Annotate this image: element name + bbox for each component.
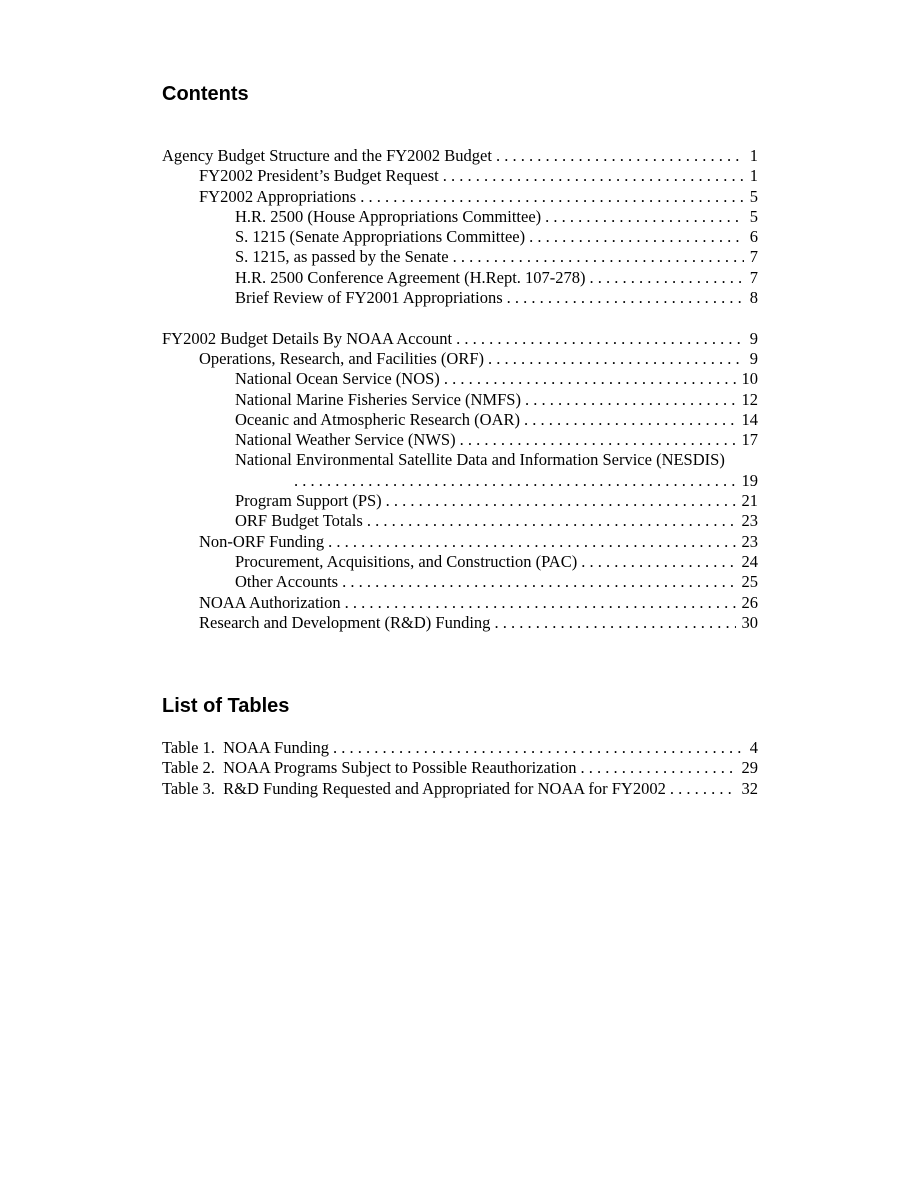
toc-entry-page: 24: [741, 551, 758, 571]
toc-entry-orf[interactable]: [162, 349, 758, 369]
toc-entry-page: 5: [749, 206, 758, 226]
dot-leader: [386, 491, 736, 511]
toc-entry-orf-budget-totals[interactable]: [162, 511, 758, 531]
toc-entry-page: 6: [749, 227, 758, 247]
table-entry-page: 4: [749, 738, 758, 757]
toc-entry-nesdis[interactable]: [162, 450, 758, 470]
toc-entry-title: National Environmental Satellite Data and Information Service (NESDIS): [235, 450, 725, 470]
dot-leader: [488, 349, 744, 369]
toc-entry-budget-details[interactable]: [162, 329, 758, 349]
dot-leader: [453, 247, 744, 267]
toc-entry-fy2002-appropriations[interactable]: [162, 187, 758, 207]
dot-leader: [460, 430, 736, 450]
toc-entry-title: National Weather Service (NWS): [235, 430, 456, 450]
toc-entry-title: Research and Development (R&D) Funding: [199, 612, 491, 632]
toc-entry-page: 7: [749, 267, 758, 287]
toc-entry-page: 25: [741, 572, 758, 592]
toc-entry-nesdis-page-line[interactable]: [162, 471, 758, 491]
toc-entry-presidents-budget-request[interactable]: [162, 166, 758, 186]
toc-entry-page: 1: [749, 166, 758, 186]
dot-leader: [670, 779, 736, 799]
toc-entry-page: 14: [741, 409, 758, 429]
toc-entry-title: ORF Budget Totals: [235, 511, 363, 531]
toc-entry-page: 19: [741, 470, 758, 490]
dot-leader: [496, 146, 744, 166]
toc-entry-nos[interactable]: [162, 369, 758, 389]
toc-entry-title: Program Support (PS): [235, 491, 382, 511]
table-entry-1[interactable]: [162, 738, 758, 758]
table-entry-3[interactable]: [162, 779, 758, 799]
dot-leader: [507, 288, 744, 308]
dot-leader: [494, 613, 735, 633]
toc-entry-page: 9: [749, 328, 758, 348]
toc-entry-page: 17: [741, 430, 758, 450]
toc-entry-program-support[interactable]: [162, 491, 758, 511]
toc-entry-title: Brief Review of FY2001 Appropriations: [235, 288, 503, 308]
table-entry-title: Table 2. NOAA Programs Subject to Possible Reauthorization: [162, 758, 577, 778]
toc-entry-title: Operations, Research, and Facilities (ORF): [199, 348, 485, 368]
toc-entry-non-orf-funding[interactable]: [162, 532, 758, 552]
dot-leader: [333, 738, 744, 758]
toc-entry-rd-funding[interactable]: [162, 613, 758, 633]
toc-entry-title: Non-ORF Funding: [199, 531, 325, 551]
toc-entry-page: 7: [749, 247, 758, 267]
table-entry-page: 32: [741, 778, 758, 798]
toc-entry-title: H.R. 2500 (House Appropriations Committee): [235, 206, 542, 226]
toc-entry-page: 8: [749, 288, 758, 308]
toc-entry-s1215-passed-senate[interactable]: [162, 247, 758, 267]
list-of-tables: [162, 738, 758, 799]
dot-leader: [328, 532, 735, 552]
toc-entry-nws[interactable]: [162, 430, 758, 450]
toc-entry-pac[interactable]: [162, 552, 758, 572]
toc-entry-hr2500-conference[interactable]: [162, 268, 758, 288]
toc-entry-hr2500-house[interactable]: [162, 207, 758, 227]
toc-entry-nmfs[interactable]: [162, 390, 758, 410]
dot-leader: [529, 227, 744, 247]
dot-leader: [456, 329, 744, 349]
toc-entry-title: Procurement, Acquisitions, and Construction (PAC): [235, 551, 578, 571]
dot-leader: [444, 369, 736, 389]
toc-entry-page: 26: [741, 592, 758, 612]
toc-entry-title: FY2002 Budget Details By NOAA Account: [162, 328, 453, 348]
toc-entry-page: 23: [741, 531, 758, 551]
toc-entry-noaa-authorization[interactable]: [162, 593, 758, 613]
toc-entry-title: Oceanic and Atmospheric Research (OAR): [235, 409, 520, 429]
dot-leader: [360, 187, 744, 207]
dot-leader: [342, 572, 735, 592]
toc-entry-title: Agency Budget Structure and the FY2002 Budget: [162, 146, 492, 165]
dot-leader: [367, 511, 736, 531]
table-entry-title: Table 1. NOAA Funding: [162, 738, 330, 757]
contents-list: [162, 146, 758, 633]
table-entry-page: 29: [741, 758, 758, 778]
toc-entry-title: NOAA Authorization: [199, 592, 341, 612]
toc-entry-title: National Ocean Service (NOS): [235, 369, 440, 389]
toc-entry-title: S. 1215, as passed by the Senate: [235, 247, 449, 267]
toc-entry-page: 5: [749, 186, 758, 206]
dot-leader: [581, 758, 736, 778]
toc-entry-page: 30: [741, 612, 758, 632]
toc-entry-page: 23: [741, 511, 758, 531]
toc-entry-page: 10: [741, 369, 758, 389]
toc-entry-other-accounts[interactable]: [162, 572, 758, 592]
toc-entry-title: S. 1215 (Senate Appropriations Committee): [235, 227, 526, 247]
dot-leader: [294, 471, 736, 491]
toc-entry-oar[interactable]: [162, 410, 758, 430]
dot-leader: [581, 552, 735, 572]
list-of-tables-heading: List of Tables: [162, 695, 290, 717]
toc-entry-page: 12: [741, 389, 758, 409]
toc-entry-page: 21: [741, 491, 758, 511]
toc-entry-page: 1: [749, 146, 758, 165]
dot-leader: [545, 207, 744, 227]
dot-leader: [590, 268, 744, 288]
toc-entry-page: 9: [749, 348, 758, 368]
dot-leader: [524, 410, 736, 430]
table-entry-2[interactable]: [162, 758, 758, 778]
table-entry-title: Table 3. R&D Funding Requested and Appropriated for NOAA for FY2002: [162, 778, 666, 798]
toc-entry-s1215-senate-committee[interactable]: [162, 227, 758, 247]
contents-heading: Contents: [162, 83, 249, 105]
toc-entry-title: Other Accounts: [235, 572, 339, 592]
dot-leader: [345, 593, 736, 613]
dot-leader: [443, 166, 744, 186]
toc-entry-agency-budget-structure[interactable]: [162, 146, 758, 166]
toc-entry-title: FY2002 Appropriations: [199, 186, 357, 206]
toc-entry-fy2001-review[interactable]: [162, 288, 758, 308]
toc-entry-title: H.R. 2500 Conference Agreement (H.Rept. 107-278): [235, 267, 586, 287]
toc-entry-title: National Marine Fisheries Service (NMFS): [235, 389, 521, 409]
dot-leader: [525, 390, 736, 410]
toc-entry-title: FY2002 President’s Budget Request: [199, 166, 439, 186]
